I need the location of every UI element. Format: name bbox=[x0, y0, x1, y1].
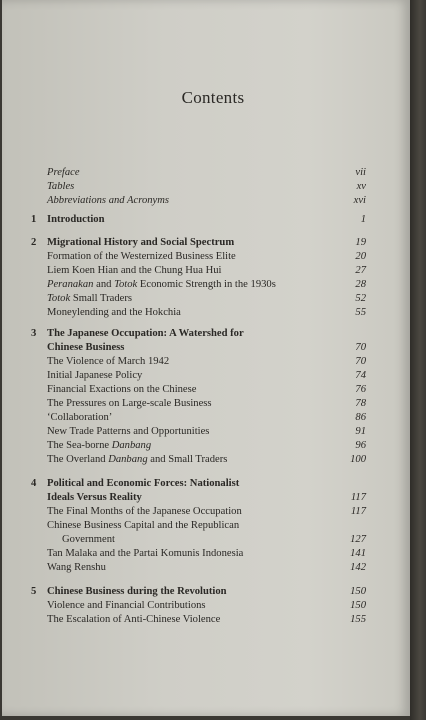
book-spine-edge bbox=[410, 0, 426, 720]
page-title: Contents bbox=[181, 88, 245, 107]
